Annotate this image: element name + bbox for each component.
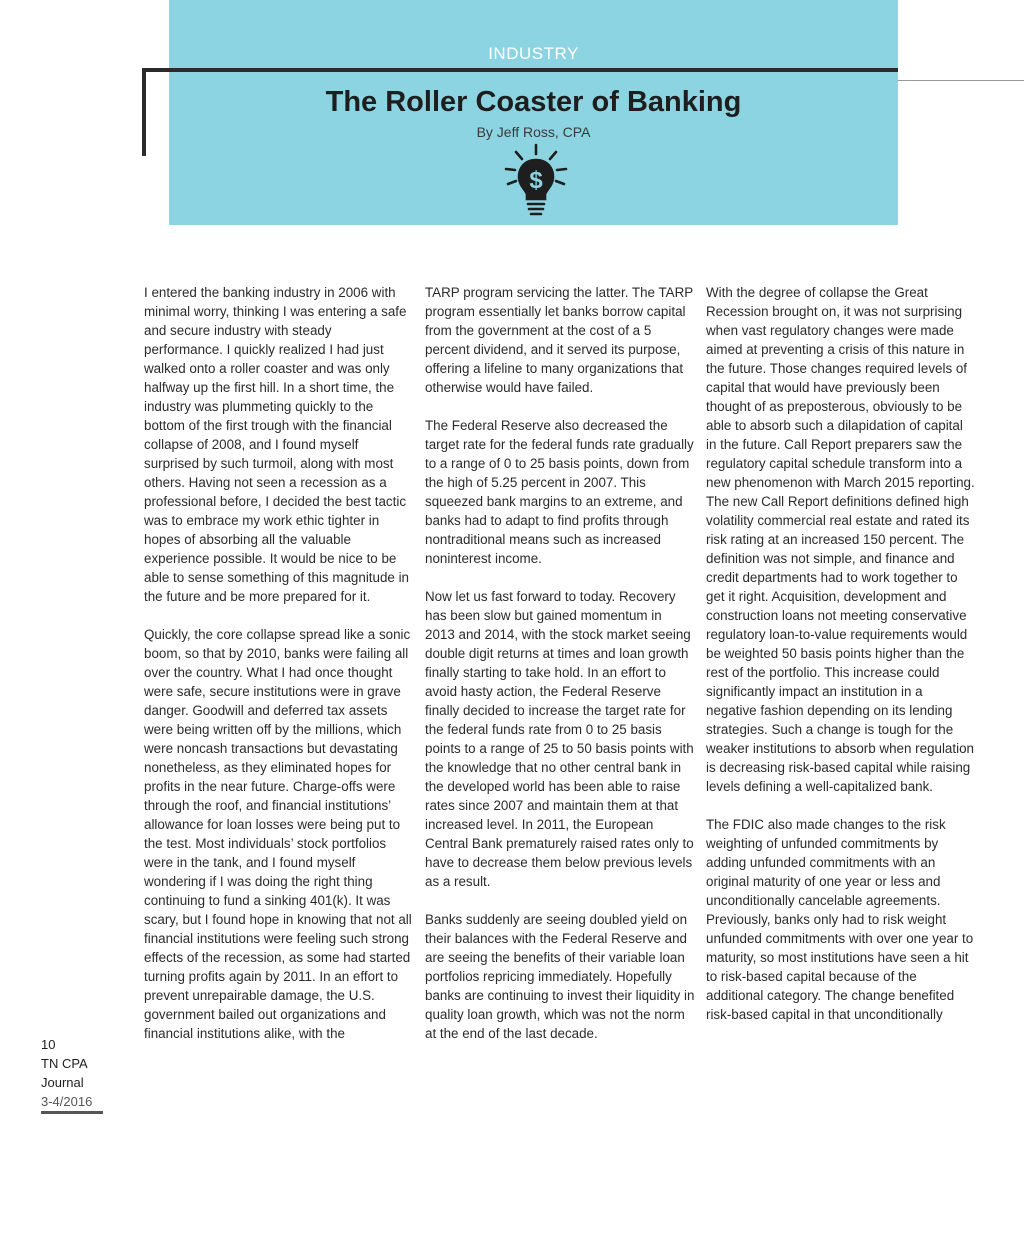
paragraph: Quickly, the core collapse spread like a sonic boom, so that by 2010, banks were failing all over the country. What I had once thought were safe, secure institutions were in grave danger. Goodwill and deferred tax assets were being written off by the millions, which were noncash transactions but devastating nonetheless, as they eliminated hopes for profits in the near future. Charge-offs were through the roof, and financial institutions’ allowance for loan losses were being put to the test. Most individuals’ stock portfolios were in the tank, and I found myself wondering if I was doing the right thing continuing to fund a sinking 401(k). It was scary, but I found hope in knowing that not all financial institutions were feeling such strong effects of the recession, as some had started turning profits again by 2011. In an effort to prevent unrepairable damage, the U.S. government bailed out organizations and financial institutions alike, with the	[144, 627, 412, 1041]
page-number: 10	[41, 1037, 56, 1052]
paragraph: With the degree of collapse the Great Recession brought on, it was not surprising when vast regulatory changes were made aimed at preventing a crisis of this nature in the future. Those changes required levels of capital that would have previously been thought of as preposterous, obviously to be able to absorb such a dilapidation of capital in the future. Call Report preparers saw the regulatory capital schedule transform into a new phenomenon with March 2015 reporting. The new Call Report definitions defined high volatility commercial real estate and rated its risk rating at an increased 150 percent. The definition was not simple, and finance and credit departments had to work together to get it right. Acquisition, development and construction loans not meeting conservative regulatory loan-to-value requirements would be weighted 50 basis points higher than the rest of the portfolio. This increase could significantly impact an institution in a negative fashion depending on its lending strategies. Such a change is tough for the weaker institutions to absorb when regulation is decreasing risk-based capital while raising levels defining a well-capitalized bank.	[706, 285, 975, 794]
dollar-sign-glyph: $	[529, 167, 543, 194]
paragraph: I entered the banking industry in 2006 with minimal worry, thinking I was entering a safe and secure industry with steady performance. I quickly realized I had just walked onto a roller coaster and was only halfway up the first hill. In a short time, the industry was plummeting quickly to the bottom of the first trough with the financial collapse of 2008, and I found myself surprised by such turmoil, along with most others. Having not seen a recession as a professional before, I decided the best tactic was to embrace my work ethic tighter in hopes of absorbing all the valuable experience possible. It would be nice to be able to sense something of this magnitude in the future and be more prepared for it.	[144, 285, 410, 604]
article-column-1	[144, 283, 414, 1043]
article-column-2	[425, 283, 695, 1043]
publication-name-line2: Journal	[41, 1075, 84, 1090]
paragraph: TARP program servicing the latter. The TARP program essentially let banks borrow capital from the government at the cost of a 5 percent dividend, and it served its purpose, offering a lifeline to many organizations that otherwise would have failed.	[425, 285, 693, 395]
header-rule	[142, 68, 898, 72]
issue-date: 3-4/2016	[41, 1092, 103, 1114]
paragraph: Now let us fast forward to today. Recovery has been slow but gained momentum in 2013 and 2014, with the stock market seeing double digit returns at times and loan growth finally starting to take hold. In an effort to avoid hasty action, the Federal Reserve finally decided to increase the target rate for the federal funds rate from 0 to 25 basis points to a range of 25 to 50 basis points with the knowledge that no other central bank in the developed world has been able to raise rates since 2007 and maintain them at that increased level. In 2011, the European Central Bank prematurely raised rates only to have to decrease them below previous levels as a result.	[425, 589, 694, 889]
section-label: INDUSTRY	[488, 44, 579, 63]
article-title: The Roller Coaster of Banking	[325, 86, 742, 118]
paragraph: Banks suddenly are seeing doubled yield on their balances with the Federal Reserve and are seeing the benefits of their variable loan portfolios repricing immediately. Hopefully banks are continuing to invest their liquidity in quality loan growth, which was not the norm at the end of the last decade.	[425, 912, 695, 1041]
publication-name-line1: TN CPA	[41, 1056, 88, 1071]
paragraph: The Federal Reserve also decreased the target rate for the federal funds rate gradually to a range of 0 to 25 basis points, down from the high of 5.25 percent in 2007. This squeezed bank margins to an extreme, and banks had to adapt to find profits through nontraditional means such as increased noninterest income.	[425, 418, 694, 566]
article-column-3	[706, 283, 976, 1024]
header-bracket	[142, 68, 146, 156]
page-folio	[41, 1035, 111, 1114]
paragraph: The FDIC also made changes to the risk weighting of unfunded commitments by adding unfunded commitments with an original maturity of one year or less and unconditionally cancelable agreements. Previously, banks only had to risk weight unfunded commitments with over one year to maturity, so most institutions have seen a hit to risk-based capital because of the additional category. The change benefited risk-based capital in that unconditionally	[706, 817, 974, 1022]
header-rule-extension	[898, 80, 1024, 81]
lightbulb-dollar-icon	[502, 142, 570, 222]
byline: By Jeff Ross, CPA	[476, 124, 591, 140]
